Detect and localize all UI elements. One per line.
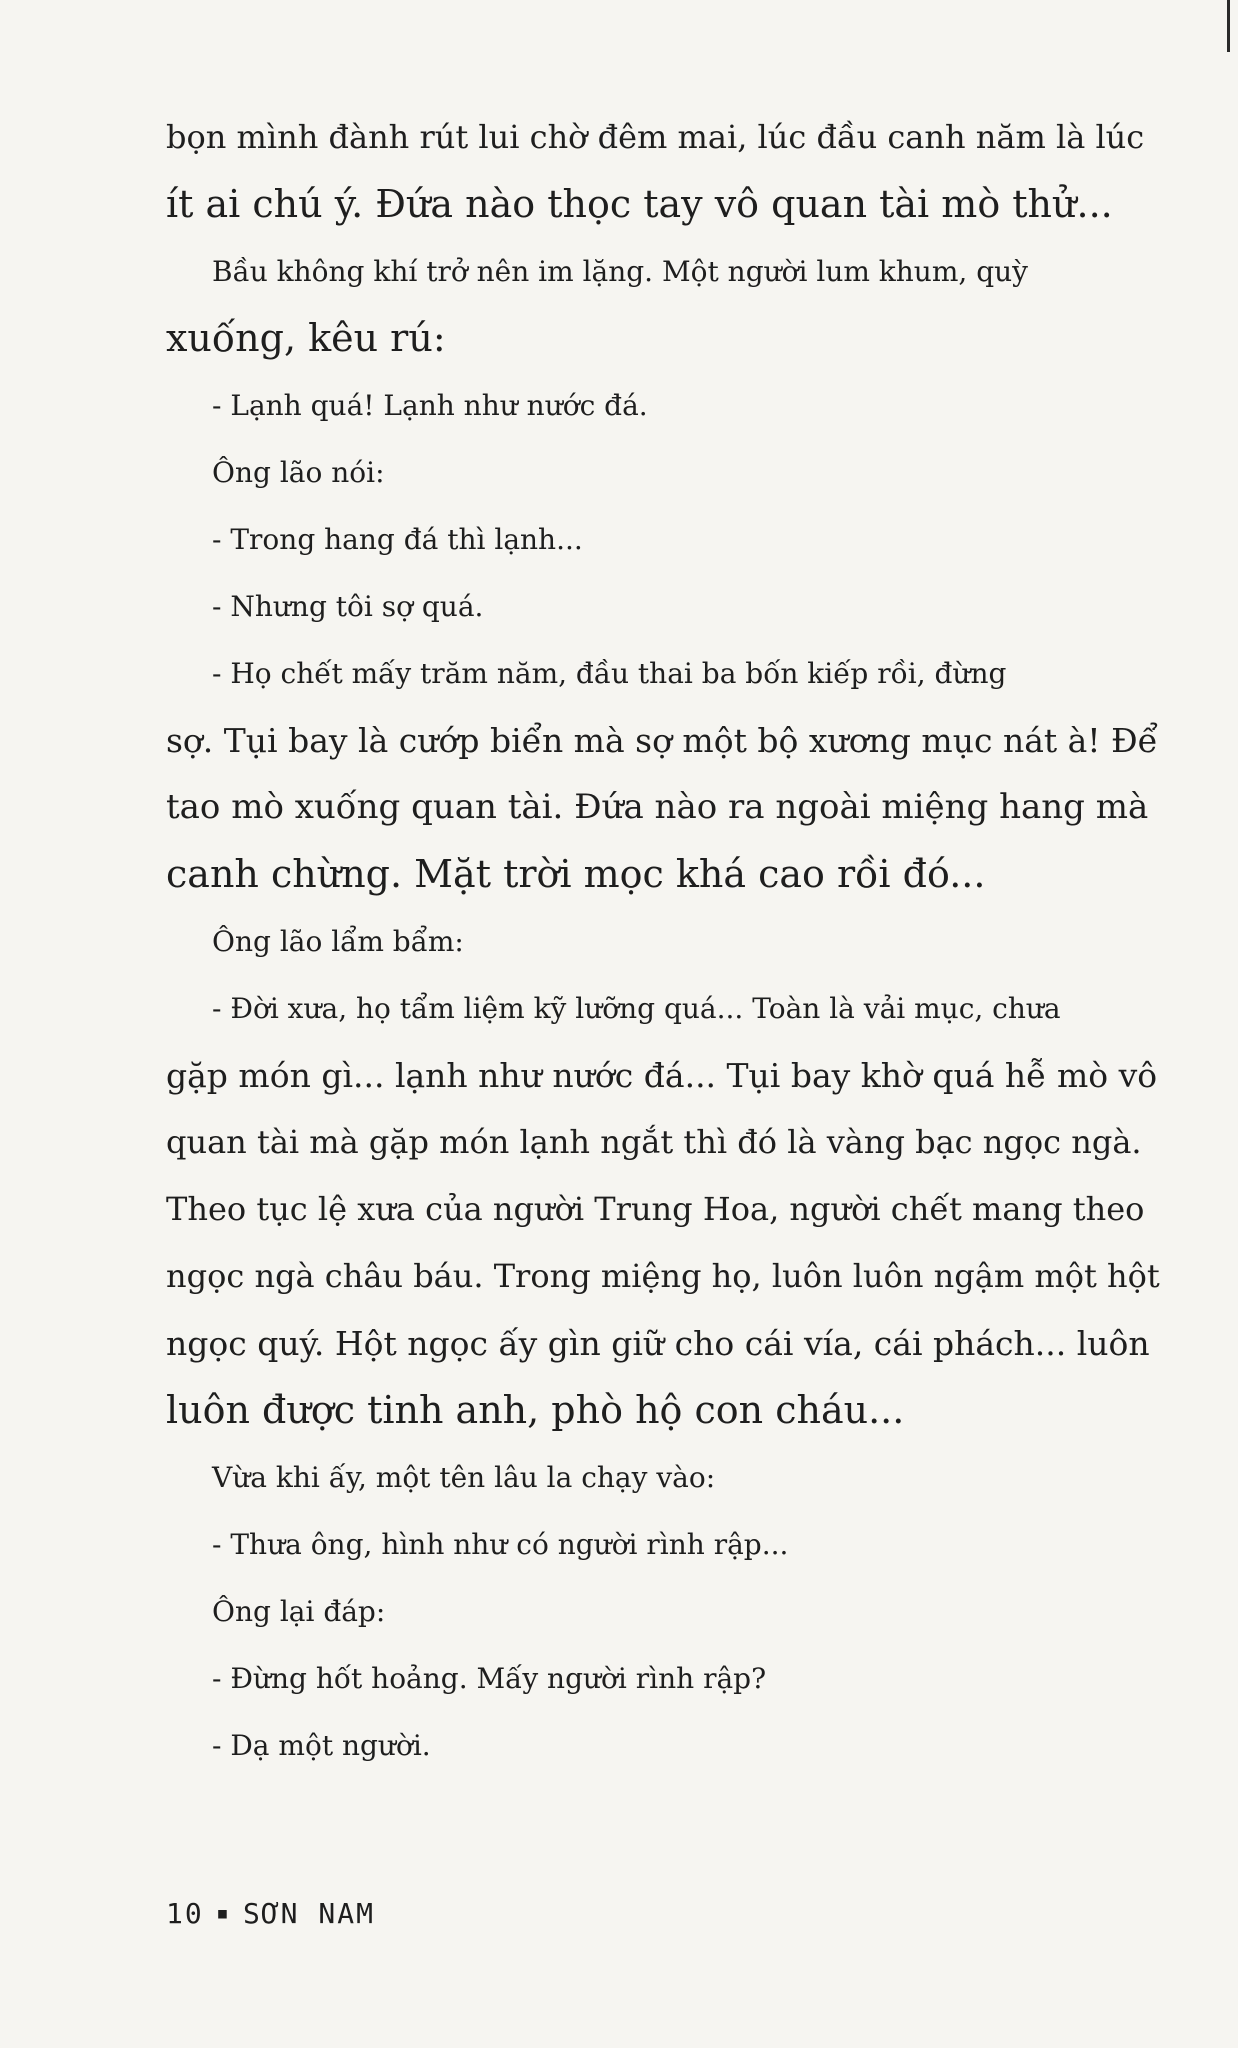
text-line: bọn mình đành rút lui chờ đêm mai, lúc đầu canh năm là lúc xyxy=(166,118,1145,156)
text-line: canh chừng. Mặt trời mọc khá cao rồi đó... xyxy=(166,852,986,896)
text-line: - Họ chết mấy trăm năm, đầu thai ba bốn kiếp rồi, đừng xyxy=(212,657,1007,690)
text-line: quan tài mà gặp món lạnh ngắt thì đó là vàng bạc ngọc ngà. xyxy=(166,1123,1142,1161)
footer-separator: ▪ xyxy=(215,1901,231,1926)
text-line: - Đời xưa, họ tẩm liệm kỹ lưỡng quá... Toàn là vải mục, chưa xyxy=(212,992,1061,1025)
text-line: luôn được tinh anh, phò hộ con cháu... xyxy=(166,1388,905,1432)
text-line: Ông lại đáp: xyxy=(212,1595,386,1628)
text-line: - Trong hang đá thì lạnh... xyxy=(212,523,583,556)
text-line: Theo tục lệ xưa của người Trung Hoa, người chết mang theo xyxy=(166,1190,1145,1228)
text-line: Vừa khi ấy, một tên lâu la chạy vào: xyxy=(212,1461,716,1494)
page-edge-mark xyxy=(1227,0,1230,52)
page-number: 10 xyxy=(166,1897,204,1930)
text-line: Ông lão nói: xyxy=(212,456,385,489)
text-line: - Lạnh quá! Lạnh như nước đá. xyxy=(212,389,648,422)
text-line: - Nhưng tôi sợ quá. xyxy=(212,590,484,623)
text-line: - Dạ một người. xyxy=(212,1729,431,1762)
text-line: Bầu không khí trở nên im lặng. Một người lum khum, quỳ xyxy=(212,255,1028,288)
text-line: gặp món gì... lạnh như nước đá... Tụi bay khờ quá hễ mò vô xyxy=(166,1056,1158,1095)
author-name: SƠN NAM xyxy=(242,1897,375,1930)
text-line: tao mò xuống quan tài. Đứa nào ra ngoài miệng hang mà xyxy=(166,787,1149,827)
text-line: - Thưa ông, hình như có người rình rập... xyxy=(212,1528,789,1561)
text-line: Ông lão lẩm bẩm: xyxy=(212,925,464,958)
text-line: ngọc ngà châu báu. Trong miệng họ, luôn luôn ngậm một hột xyxy=(166,1257,1160,1295)
text-line: sợ. Tụi bay là cướp biển mà sợ một bộ xương mục nát à! Để xyxy=(166,721,1158,760)
text-line: - Đừng hốt hoảng. Mấy người rình rập? xyxy=(212,1662,767,1695)
text-line: ngọc quý. Hột ngọc ấy gìn giữ cho cái vía, cái phách... luôn xyxy=(166,1324,1150,1363)
text-line: ít ai chú ý. Đứa nào thọc tay vô quan tài mò thử... xyxy=(166,182,1113,226)
text-line: xuống, kêu rú: xyxy=(166,316,446,360)
body-text xyxy=(166,104,1166,1779)
page-footer xyxy=(166,1897,375,1930)
